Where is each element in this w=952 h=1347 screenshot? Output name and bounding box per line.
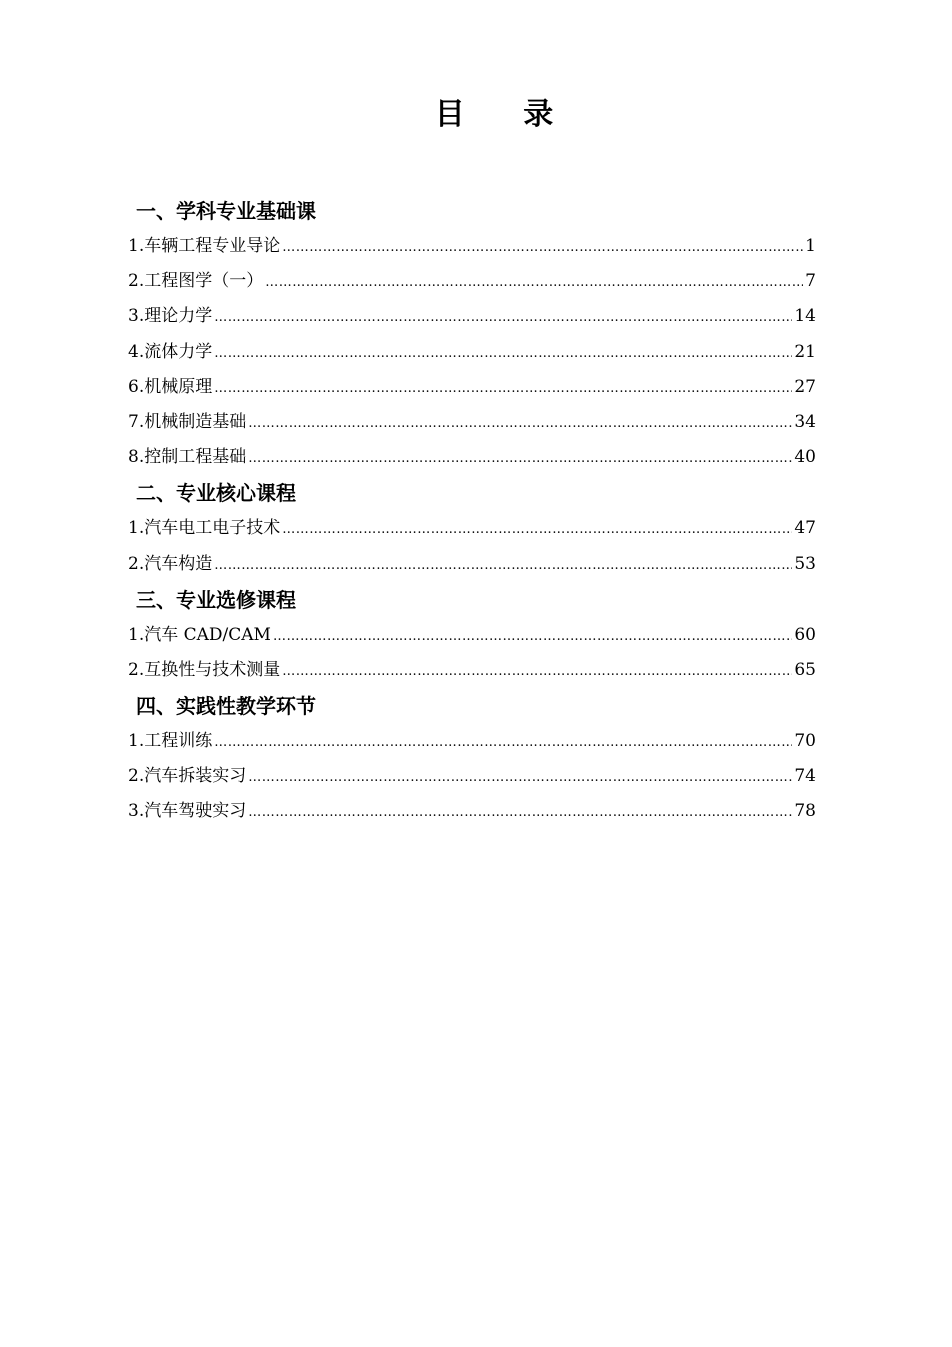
section-heading: 一、学科专业基础课 bbox=[136, 199, 316, 223]
dot-leader bbox=[248, 441, 792, 476]
entry-label: 1.工程训练 bbox=[128, 731, 213, 752]
toc-entry[interactable] bbox=[128, 229, 816, 264]
entry-label: 6.机械原理 bbox=[128, 376, 213, 397]
entry-label: 3.汽车驾驶实习 bbox=[128, 801, 247, 822]
dot-leader bbox=[214, 336, 792, 371]
section-heading: 四、实践性教学环节 bbox=[136, 694, 316, 719]
dot-leader bbox=[282, 654, 792, 689]
entry-label: 7.机械制造基础 bbox=[128, 411, 247, 432]
entry-label: 2.互换性与技术测量 bbox=[128, 659, 281, 680]
entry-page-number: 14 bbox=[794, 306, 816, 327]
dot-leader bbox=[214, 725, 792, 760]
entry-label: 1.汽车电工电子技术 bbox=[128, 518, 281, 539]
toc-section bbox=[128, 475, 816, 581]
toc-entry[interactable] bbox=[128, 511, 816, 546]
toc-entry[interactable] bbox=[128, 299, 816, 334]
entry-label: 2.工程图学（一） bbox=[128, 271, 264, 292]
toc-section bbox=[128, 688, 816, 830]
entry-page-number: 40 bbox=[794, 447, 816, 468]
entry-page-number: 65 bbox=[794, 659, 816, 680]
entry-page-number: 53 bbox=[794, 553, 816, 574]
entry-page-number: 27 bbox=[794, 376, 816, 397]
toc-entry[interactable] bbox=[128, 370, 816, 405]
entry-label: 3.理论力学 bbox=[128, 306, 213, 327]
entry-label: 2.汽车构造 bbox=[128, 553, 213, 574]
entry-page-number: 47 bbox=[794, 518, 816, 539]
toc-entry[interactable] bbox=[128, 794, 816, 829]
entry-label: 2.汽车拆装实习 bbox=[128, 766, 247, 787]
toc-entry[interactable] bbox=[128, 440, 816, 475]
dot-leader bbox=[273, 619, 792, 654]
section-heading: 三、专业选修课程 bbox=[136, 587, 296, 612]
toc-section bbox=[128, 193, 816, 475]
dot-leader bbox=[248, 795, 792, 830]
entry-label: 8.控制工程基础 bbox=[128, 447, 247, 468]
dot-leader bbox=[214, 371, 792, 406]
entry-page-number: 21 bbox=[794, 341, 816, 362]
entry-page-number: 34 bbox=[794, 411, 816, 432]
entry-page-number: 7 bbox=[805, 271, 816, 292]
entry-page-number: 60 bbox=[794, 624, 816, 645]
dot-leader bbox=[282, 230, 803, 265]
dot-leader bbox=[214, 300, 792, 335]
entry-page-number: 1 bbox=[805, 236, 816, 256]
dot-leader bbox=[248, 406, 792, 441]
table-of-contents bbox=[128, 193, 816, 830]
entry-label: 4.流体力学 bbox=[128, 341, 213, 362]
toc-entry[interactable] bbox=[128, 724, 816, 759]
entry-page-number: 70 bbox=[794, 731, 816, 752]
dot-leader bbox=[214, 548, 792, 583]
toc-entry[interactable] bbox=[128, 547, 816, 582]
toc-entry[interactable] bbox=[128, 335, 816, 370]
dot-leader bbox=[265, 265, 803, 300]
toc-entry[interactable] bbox=[128, 618, 816, 653]
toc-entry[interactable] bbox=[128, 405, 816, 440]
toc-entry[interactable] bbox=[128, 264, 816, 299]
dot-leader bbox=[282, 512, 792, 547]
section-heading: 二、专业核心课程 bbox=[136, 481, 296, 506]
dot-leader bbox=[248, 760, 792, 795]
entry-page-number: 74 bbox=[794, 766, 816, 787]
entry-label: 1.车辆工程专业导论 bbox=[128, 236, 281, 256]
toc-entry[interactable] bbox=[128, 759, 816, 794]
toc-entry[interactable] bbox=[128, 653, 816, 688]
page-title: 目 录 bbox=[434, 97, 578, 132]
toc-section bbox=[128, 582, 816, 688]
entry-page-number: 78 bbox=[794, 801, 816, 822]
entry-label: 1.汽车 CAD/CAM bbox=[128, 624, 271, 645]
